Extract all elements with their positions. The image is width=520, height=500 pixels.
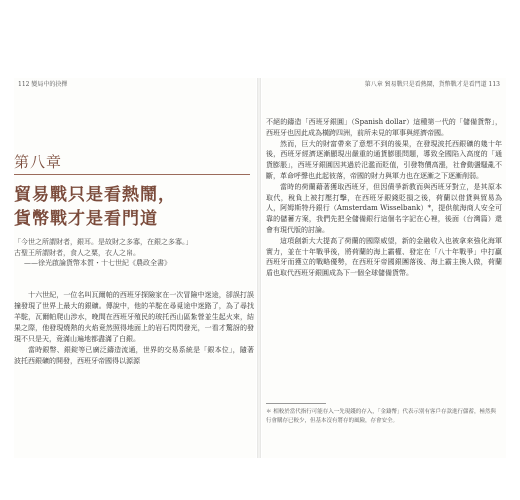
left-body-text xyxy=(14,290,254,367)
left-paragraph-1: 十六世紀，一位名叫瓦爾帕的西班牙探險家在一次冒險中迷途，卻誤打誤撞發現了世界上最大的銀礦。傳說中，他的羊駝在尋覓途中迷路了，為了尋找羊駝，瓦爾帕爬山涉水，晚間在西班牙殖民的玻托西山區紮營並生起火來，結果之際，他發現燒熱的火焰竟然照得地面上的岩石閃閃發光，一看才驚訝的發現不只是天，竟滿山遍地都盡滿了白銀。 xyxy=(14,291,254,343)
epigraph-line1: 「今世之所謂財者，銀耳。是故財之多寡，在銀之多寡。」 xyxy=(14,238,193,246)
right-paragraph-4: 這項創新大大提高了荷蘭的國際威望，新的金融收入也被拿來強化海軍實力，並在十年戰爭後，將荷蘭的海上霸權、發定在「八十年戰爭」中打贏西班牙而獲立的戰略優勢，在西班牙帝國銀團落後、海上霸主換人做，荷蘭盾也取代西班牙銀圓成為下一個全球儲備貨幣。 xyxy=(266,236,502,278)
right-paragraph-3: 當時的荷蘭藉著獲取西班牙，但因債爭新教而與西班牙對立，是其原本取代，稅負上被打壓打擊，在西班牙銀錢貶損之後，荷蘭以借貸與貿易為人，阿姆斯特丹銀行（Amsterdam Wisselbank）*，提供航海商人安全可靠的儲蓄方案，我們先把全儲備銀行這個名字記在心裡，後面（台灣篇）還會有現代版的討論。 xyxy=(266,182,502,234)
chapter-title xyxy=(14,183,250,231)
left-paragraph-2: 當時銀幣、銀錠等已廣泛鑄造流通，世界的交易系統是「銀本位」，隨著波托西銀礦的開發，西班牙帝國得以源源 xyxy=(14,346,254,365)
right-paragraph-1: 不絕的鑄造「西班牙銀圓」（Spanish dollar）這種第一代的「儲備貨幣」，西班牙也因此成為橫跨四洲，前所未見的軍事與經濟帝國。 xyxy=(266,118,502,137)
chapter-title-line1: 貿易戰只是看熱鬧， xyxy=(14,185,176,205)
right-paragraph-2: 然而，巨大的財富帶來了意想不到的後果，在發現波托西銀礦的幾十年後，西班牙經濟逐漸顯現出嚴重的通貨膨脹問題，導致全國陷入高度的「通貨膨脹」，西班牙銀圓因其過於氾濫而貶值，引發物價高漲，社會動盪騷亂不斷，革命呼聲也此起彼落，帝國的財力與軍力也在逐漸之下逐漸削弱。 xyxy=(266,139,502,180)
left-running-head: 112 變局中的抉擇 xyxy=(18,81,68,88)
epigraph-source: ——徐光啟論貨幣本質・十七世紀《農政全書》 xyxy=(24,259,171,267)
right-running-head: 第八章 貿易戰只是看熱鬧，貨幣戰才是看門道 113 xyxy=(364,81,500,88)
chapter-label: 第八章 xyxy=(14,153,63,171)
footnote: ＊ 相較於當代指行可能存入一先現錢的存入，「金鑄幣」代表示別有客戶存款進行儲蓄，極然與行會購存已較少，但基本沒有將存的風險，存會安全。 xyxy=(266,409,497,424)
footnote-divider xyxy=(266,403,326,404)
epigraph-line2: 古聖王所謂財者，食人之粟，衣人之帛。 xyxy=(14,248,140,257)
right-body-text xyxy=(266,117,502,279)
book-gutter xyxy=(257,78,261,458)
chapter-title-line2: 貨幣戰才是看門道 xyxy=(14,209,158,229)
chapter-divider xyxy=(14,174,250,175)
epigraph xyxy=(14,237,250,269)
